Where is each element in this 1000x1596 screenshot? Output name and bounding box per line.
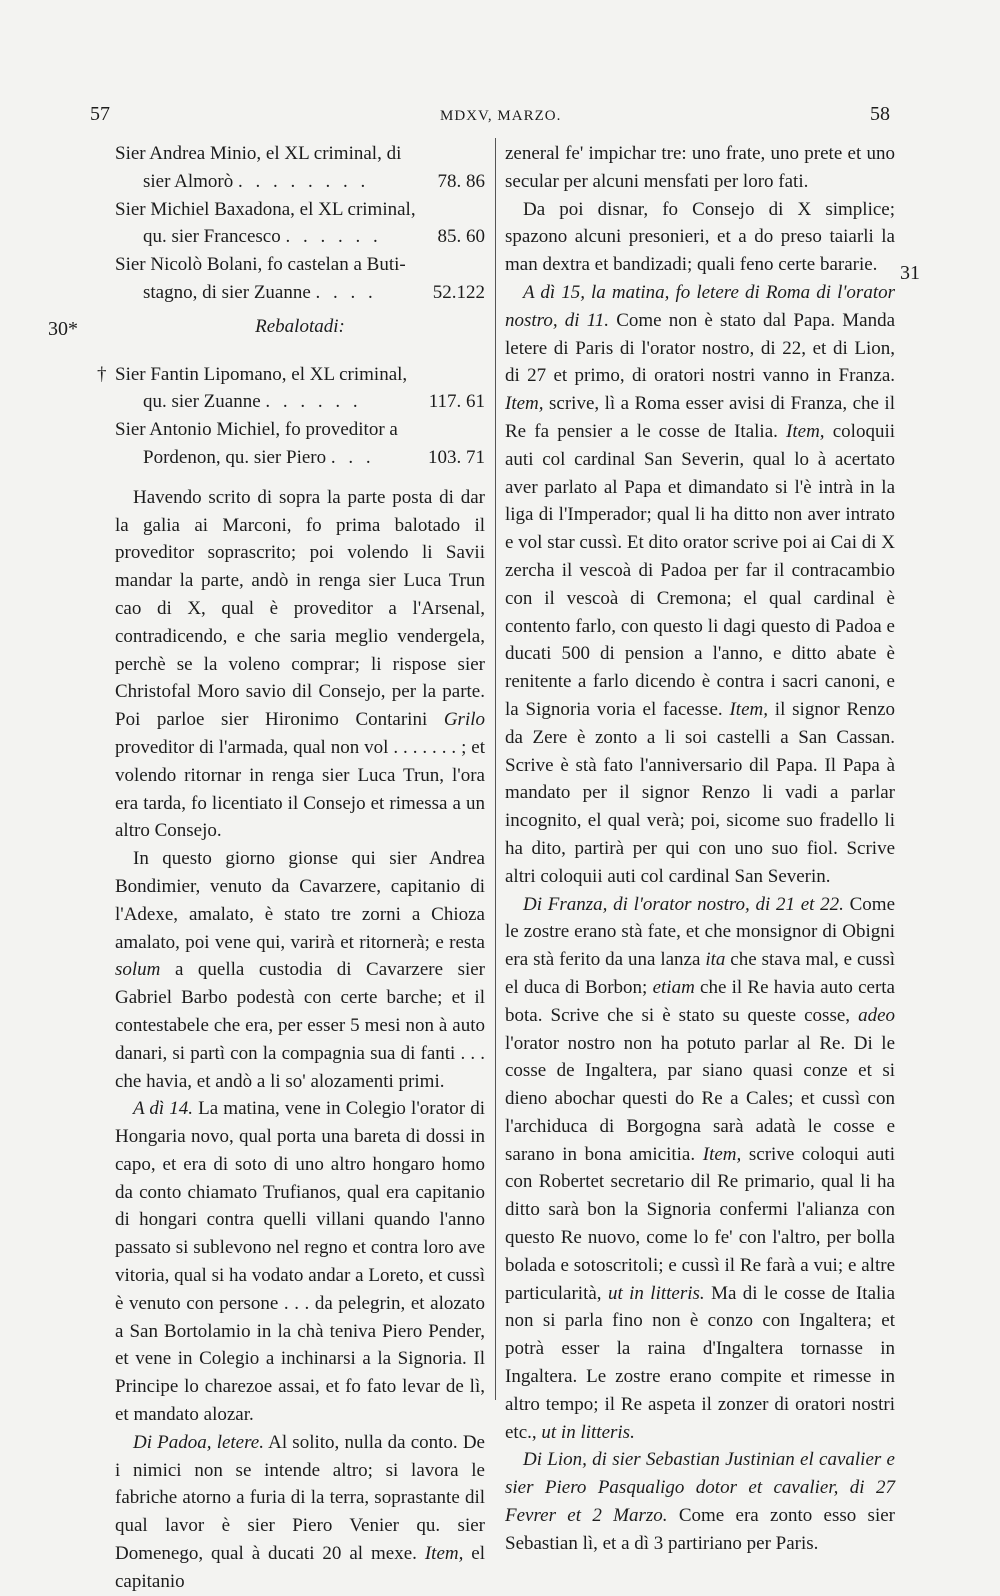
vote-entry [115,416,485,472]
entry-cont: stagno, di sier Zuanne [143,281,311,303]
entry-cont: qu. sier Zuanne [143,391,261,413]
leader-dots: . . . . . . [285,226,382,248]
page-number-right: 58 [870,103,890,125]
section-title: Rebalotadi: [255,315,345,337]
paragraph: Havendo scrito di sopra la parte posta di dar la galia ai Marconi, fo prima balotado il proveditor soprascrito; poi volendo li Savii mandar la parte, andò in renga sier Luca Trun cao di X, qual è proveditor a l'Arsenal, contradicendo, e che saria meglio vendergela, perchè se la voleno comprar; li rispose sier Christofal Moro savio dil Consejo, per la parte. Poi parloe sier Hironimo Contarini Grilo proveditor di l'armada, qual non vol . . . . . . . ; et volendo ritornar in renga sier Luca Trun, l'ora era tarda, fo licentiato il Consejo et rimessa a un altro Consejo. [115,486,486,842]
entry-cont: qu. sier Francesco [143,226,281,248]
paragraph: Di Franza, di l'orator nostro, di 21 et 22. Come le zostre erano stà fate, et che monsignor di Obigni era stà ferito da una lanza ita che stava mal, e cussì el duca di Borbon; etiam che il Re havia auto certa bota. Scrive che si è stato su queste cosse, adeo l'orator nostro non ha potuto parlar al Re. Di le cosse de Ingaltera, par siano quasi conze et si dieno abochar questi do Re a Cales; et cussì con l'archiduca di Borgogna sarà adatà le cosse e sarano in bona amicitia. Item, scrive coloqui auti con Robertet secretario dil Re primario, qual li ha ditto sarà bon la Signoria confermi l'alianza con questo Re nuovo, come lo fe' con l'altro, per bolla bolada e sotoscritoli; e cussì il Re farà a vui; e altre particularità, ut in litteris. Ma di le cosse de Italia non si parla fino non è conzo con Ingaltera; et potrà esser la raina d'Ingaltera tornasse in Ingaltera. Le zostre erano compite et rimesse in altro tempo; il Re aspeta il zonzer di oratori nostri etc., ut in litteris. [505,893,896,1443]
running-header: MDXV, MARZO. [440,108,562,124]
page-number-left: 57 [90,103,110,125]
paragraph: zeneral fe' impichar tre: uno frate, uno prete et uno secular per alcuni mensfati per loro fati. [505,143,895,192]
vote-entry [97,361,485,417]
entry-votes: 85. 60 [437,226,485,248]
vote-entry [115,196,485,252]
entry-cont: sier Almorò [143,170,234,192]
dagger-mark: † [97,363,107,385]
entry-name: Sier Michiel Baxadona, el XL criminal, [115,198,416,220]
left-column [97,140,486,1596]
paragraph: Di Lion, di sier Sebastian Justinian el cavalier e sier Piero Pasqualigo dotor et cavalier, di 27 Fevrer et 2 Marzo. Come era zonto esso sier Sebastian lì, et a dì 3 partiriano per Paris. [505,1449,895,1554]
entry-votes: 117. 61 [428,391,485,413]
entry-votes: 52.122 [432,281,485,303]
entry-cont: Pordenon, qu. sier Piero [143,446,327,468]
paragraph: Di Padoa, letere. Al solito, nulla da conto. De i nimici non se intende altro; si lavora le fabriche atorno a furia di la terra, soprastante dil qual lavor è sier Piero Venier qu. sier Domenego, qual à ducati 20 al mexe. Item, el capitanio [115,1431,486,1592]
entry-votes: 78. 86 [437,170,485,192]
vote-entry [115,251,485,307]
leader-dots: . . . [330,446,375,468]
leader-dots: . . . . . . . . [238,170,370,192]
margin-marker-left: 30* [48,318,78,340]
entry-votes: 103. 71 [428,446,485,468]
leader-dots: . . . . . . [265,391,362,413]
entry-name: Sier Andrea Minio, el XL criminal, di [115,143,402,164]
paragraph: A dì 14. La matina, vene in Colegio l'orator di Hongaria novo, qual porta una bareta di dossi in capo, et era di soto di uno altro hongaro homo da conto chiamato Trufianos, qual era capitanio di hongari contra quelli villani quando l'anno passato si sublevono nel regno et contra loro ave vitoria, qual si ha vodato andar a Loreto, et cussì è venuto con persone . . . da pelegrin, et alozato a San Bortolamio in la chà teniva Piero Pender, et vene in Colegio a inchinarsi a la Signoria. Il Principe lo charezoe assai, et fo fato levar de lì, et mandato alozar. [115,1098,486,1426]
margin-marker-right: 31 [900,262,920,284]
vote-entry [115,140,485,196]
entry-name: Sier Nicolò Bolani, fo castelan a Buti- [115,254,406,276]
paragraph: In questo giorno gionse qui sier Andrea Bondimier, venuto da Cavarzere, capitanio di l'Adexe, amalato, è stato tre zorni a Chioza amalato, poi vene qui, varirà et ritornerà; e resta solum a quella custodia di Cavarzere sier Gabriel Barbo podestà con certe barche; et il contestabele che era, per esser 5 mesi non à auto danari, si partì con la compagnia sua di fanti . . . che havia, et andò a li so' alozamenti primi. [115,848,486,1092]
column-divider [495,138,496,1400]
right-column [505,140,895,1558]
leader-dots: . . . . [315,281,377,303]
paragraph: Da poi disnar, fo Consejo di X simplice; spazono alcuni presonieri, et a do preso taiarli la man dextra et bandizadi; quali feno certe bararie. [505,198,895,276]
entry-name: Sier Antonio Michiel, fo proveditor a [115,419,398,441]
paragraph: A dì 15, la matina, fo letere di Roma di l'orator nostro, di 11. Come non è stato dal Papa. Manda letere di Paris di l'orator nostro, di 22, et di Lion, di 27 et primo, di oratori nostri vanno in Franza. Item, scrive, lì a Roma esser avisi di Franza, che il Re fa pensier a le cosse de Italia. Item, coloquii auti col cardinal San Severin, qual lo à acertato aver parlato al Papa et dimandato si l'è intrà in la liga di l'Imperador; qual li ha ditto non aver intrato e vol star cussì. Et dito orator scrive poi ai Cai di X zercha il vescoà di Padoa per far il contracambio con il vescoà di Cremona; el qual cardinal è contento farlo, con questo li dagi questo di Padoa e ducati 500 di pension a l'anno, e ditto abate è renitente a farlo dicendo è contra i sacri canoni, e la Signoria voria el facesse. Item, il signor Renzo da Zere è zonto a li soi castelli a San Cassan. Scrive è stà fato l'anniversario dil Papa. Il Papa à mandato per il signor Renzo li vadi a parlar incognito, el qual verà; poi, sicome suo fradello li ha dito, partirà per qui con uno suo fiol. Scrive altri coloquii auti col cardinal San Severin. [505,281,896,887]
entry-name: Sier Fantin Lipomano, el XL criminal, [115,363,408,385]
